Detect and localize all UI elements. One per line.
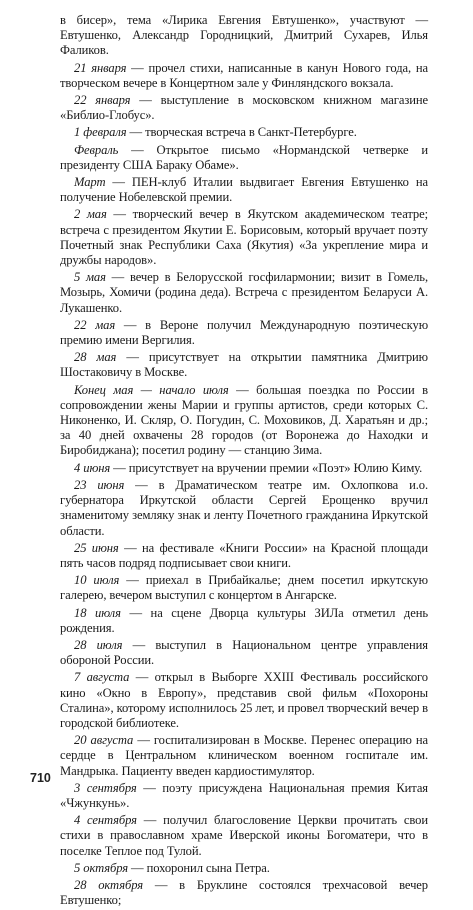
entry-date: 28 июля — [74, 637, 123, 652]
entry-5-october — [60, 861, 428, 876]
entry-22-january — [60, 93, 428, 123]
entry-date: 25 июня — [74, 540, 119, 555]
entry-text: — большая поездка по России в сопровождении жены Марии и группы артистов, среди которых С. Никоненко, И. Скляр, О. Погудин, С. Моховиков, Д. Харатьян и др.; за 40 дней охвачены 28 городов (от Воронежа до Находки и Биробиджана); посетил родину — станцию Зима. — [60, 382, 428, 458]
entry-text: — творческая встреча в Санкт-Петербурге. — [126, 125, 357, 140]
entry-10-july — [60, 573, 428, 603]
entry-22-may — [60, 318, 428, 348]
entry-text: — выступил в Национальном центре управления обороной России. — [60, 637, 428, 668]
entry-text: — выступление в московском книжном магазине «Библио-Глобус». — [60, 93, 428, 123]
entry-2-may — [60, 207, 428, 268]
entry-21-january — [60, 61, 428, 91]
entry-date: 18 июля — [74, 605, 121, 620]
entry-date: 2 мая — [74, 207, 107, 222]
entry-date: 21 января — [74, 60, 127, 75]
entry-1-february — [60, 125, 428, 140]
entry-text: — открыл в Выборге XXIII Фестиваль российского кино «Окно в Европу», представив свой фильм «Похороны Сталина», которому исполнилось 25 лет, и провел творческий вечер в городской библиотеке. — [60, 670, 428, 730]
entry-date: 3 сентября — [74, 780, 137, 795]
entry-text: — приехал в Прибайкалье; днем посетил иркутскую галерею, вечером выступил с концертом в Ангарске. — [60, 573, 428, 603]
entry-text: — похоронил сына Петра. — [128, 860, 270, 875]
chronology-text — [60, 13, 428, 910]
entry-23-june — [60, 478, 428, 539]
entry-date: 1 февраля — [74, 125, 127, 140]
entry-text: — творческий вечер в Якутском академическом театре; встреча с президентом Якутии Е. Борисовым, который вручает поэту Почетный знак Республики Саха (Якутия) «За укрепление мира и дружбы народов». — [60, 207, 429, 268]
entry-date: Март — [74, 175, 106, 190]
entry-text: — поэту присуждена Национальная премия Китая «Чжункунь». — [60, 780, 428, 810]
entry-text: — присутствует на вручении премии «Поэт» Юлию Киму. — [110, 460, 423, 475]
entry-date: 10 июля — [74, 573, 120, 588]
entry-february — [60, 143, 428, 173]
entry-text: — Открытое письмо «Нормандской четверке и президенту США Бараку Обаме». — [60, 142, 428, 172]
entry-date: 20 августа — [74, 733, 134, 748]
entry-text: — получил благословение Церкви прочитать свои стихи в православном храме Иверской иконы Богоматери, что в поселке Теплое под Тулой. — [60, 813, 428, 858]
entry-date: 22 мая — [74, 317, 116, 332]
entry-text: — госпитализирован в Москве. Перенес операцию на сердце в Центральном клиническом военном госпитале им. Мандрыка. Пациенту введен кардиостимулятор. — [60, 733, 429, 778]
entry-text: — на фестивале «Книги России» на Красной площади пять часов подряд подписывает свои книги. — [60, 540, 428, 570]
entry-text: в бисер», тема «Лирика Евгения Евтушенко», участвуют — Евтушенко, Александр Городницкий, Дмитрий Сухарев, Илья Фаликов. — [60, 13, 428, 58]
entry-4-june — [60, 461, 428, 476]
entry-text: — в Бруклине состоялся трехчасовой вечер Евтушенко; — [60, 877, 428, 908]
entry-continuation — [60, 13, 428, 59]
entry-18-july — [60, 606, 428, 636]
entry-7-august — [60, 670, 428, 731]
page-number: 710 — [30, 771, 51, 785]
entry-25-june — [60, 541, 428, 571]
entry-text: — присутствует на открытии памятника Дмитрию Шостаковичу в Москве. — [60, 350, 428, 380]
entry-date: 4 июня — [74, 460, 111, 475]
entry-text: — в Вероне получил Международную поэтическую премию имени Вергилия. — [60, 317, 428, 348]
entry-date: Февраль — [74, 142, 119, 157]
entry-28-october — [60, 878, 428, 908]
entry-end-may-july — [60, 383, 428, 459]
entry-date: 5 октября — [74, 860, 128, 875]
entry-3-september — [60, 781, 428, 811]
entry-date: 5 мая — [74, 270, 106, 285]
entry-28-july — [60, 638, 428, 668]
entry-20-august — [60, 733, 428, 779]
entry-date: 22 января — [74, 93, 131, 108]
entry-4-september — [60, 813, 428, 859]
entry-text: — на сцене Дворца культуры ЗИЛа отметил день рождения. — [60, 605, 428, 635]
entry-text: — в Драматическом театре им. Охлопкова и.о. губернатора Иркутской области Сергей Ерощенко вручил знаменитому земляку знак и ленту Почетного гражданина Иркутской области. — [60, 477, 429, 538]
entry-date: 7 августа — [74, 670, 130, 685]
entry-28-may — [60, 350, 428, 380]
entry-date: 28 мая — [74, 350, 117, 365]
entry-date: 28 октября — [74, 877, 143, 892]
entry-text: — прочел стихи, написанные в канун Нового года, на творческом вечере в Концертном зале у Финляндского вокзала. — [60, 60, 428, 90]
entry-5-may — [60, 270, 428, 316]
entry-march — [60, 175, 428, 205]
entry-date: 4 сентября — [74, 813, 137, 828]
entry-date: Конец мая — начало июля — [74, 382, 229, 397]
entry-date: 23 июня — [74, 477, 125, 492]
entry-text: — ПЕН-клуб Италии выдвигает Евгения Евтушенко на получение Нобелевской премии. — [60, 175, 428, 205]
entry-text: — вечер в Белорусской госфилармонии; визит в Гомель, Мозырь, Хомичи (родина деда). Встреча с президентом Беларуси А. Лукашенко. — [60, 270, 428, 315]
